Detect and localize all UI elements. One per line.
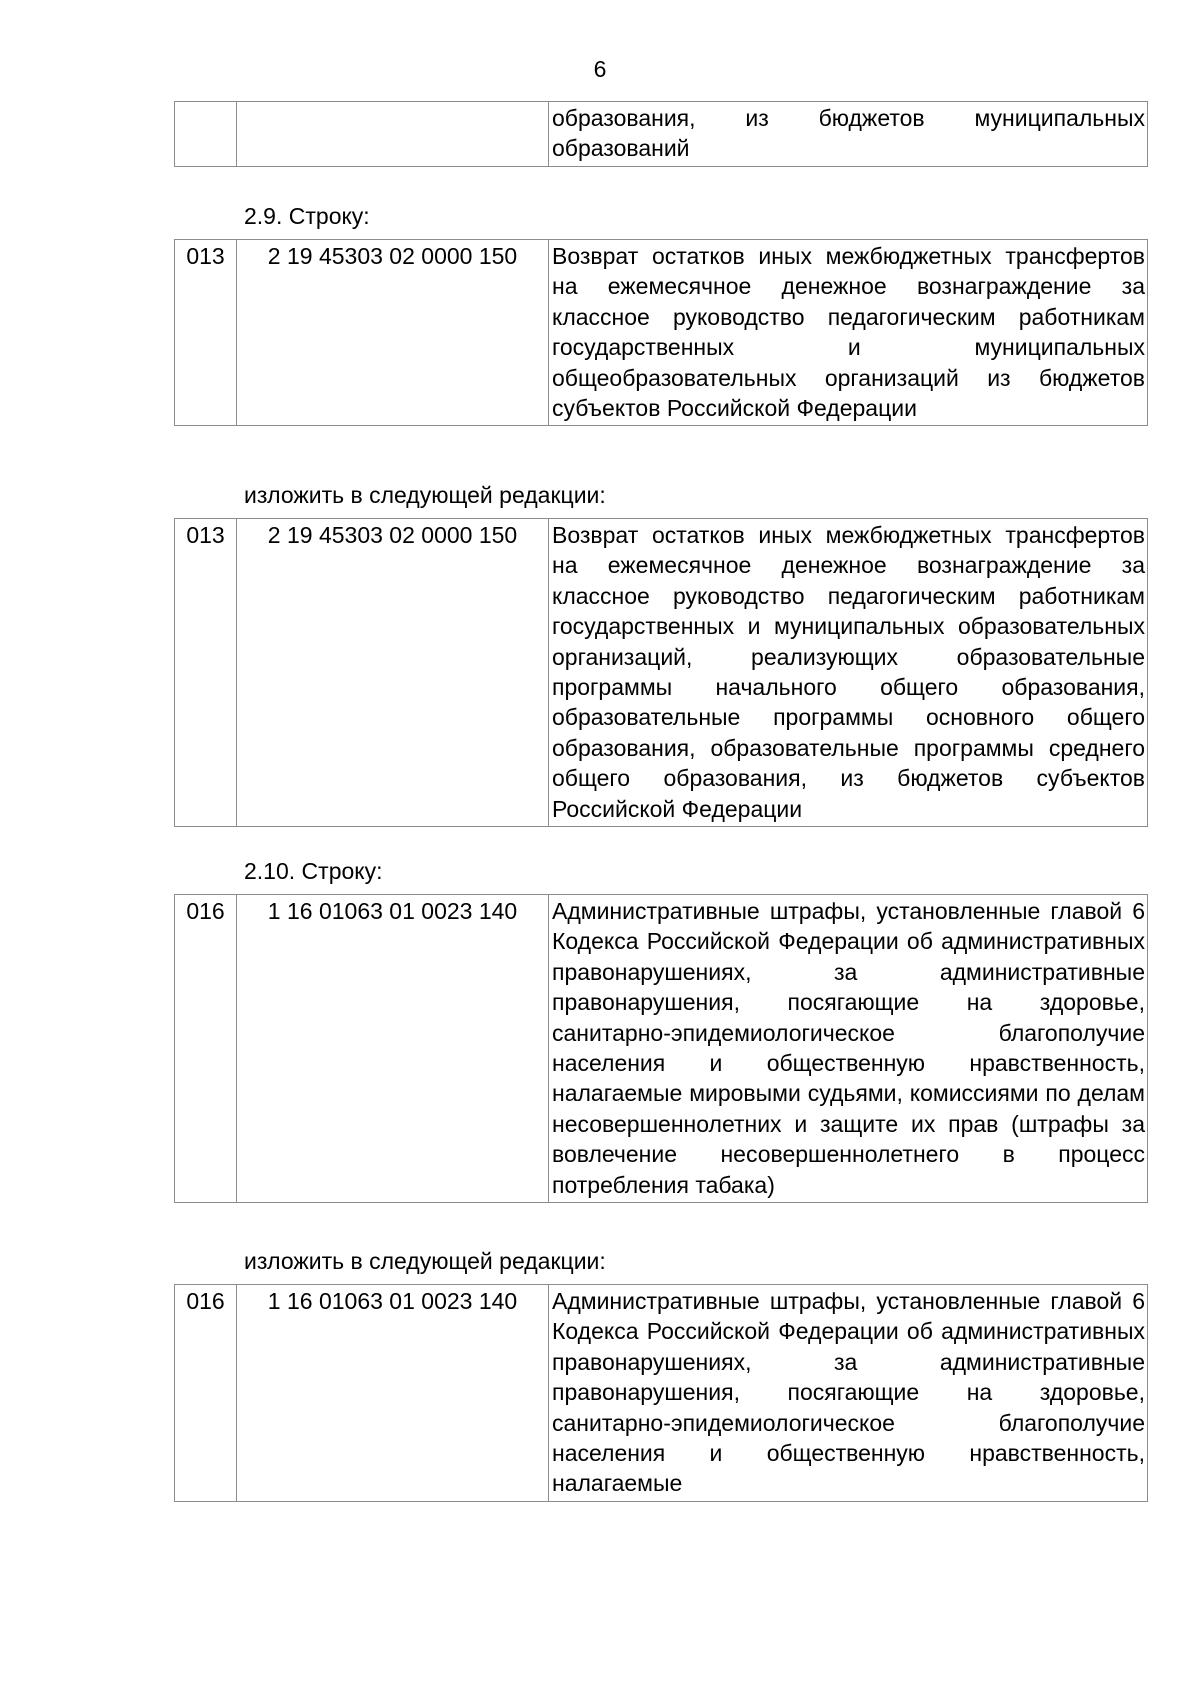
description-cell: Административные штрафы, установленные главой 6 Кодекса Российской Федерации об административных правонарушениях, за административные правонарушения, посягающие на здоровье, санитарно-эпидемиологическое благополучие населения и общественную нравственность, налагаемые мировыми судьями, комиссиями по делам несовершеннолетних и защите их прав (штрафы за вовлечение несовершеннолетнего в процесс потребления табака) — [549, 895, 1148, 1203]
table-row — [175, 240, 1148, 426]
description-cell: Административные штрафы, установленные главой 6 Кодекса Российской Федерации об административных правонарушениях, за административные правонарушения, посягающие на здоровье, санитарно-эпидемиологическое благополучие населения и общественную нравственность, налагаемые — [549, 1285, 1148, 1502]
section-heading: 2.10. Строку: — [244, 858, 383, 884]
admin-code-cell: 013 — [175, 519, 237, 827]
kbk-cell: 1 16 01063 01 0023 140 — [237, 895, 549, 1203]
new-row-table — [174, 1284, 1148, 1502]
admin-code-cell: 016 — [175, 1285, 237, 1502]
continuation-table — [174, 101, 1148, 167]
old-row-table — [174, 894, 1148, 1203]
description-cell: образования, из бюджетов муниципальных образований — [549, 102, 1148, 167]
admin-code-cell: 016 — [175, 895, 237, 1203]
admin-code-cell — [175, 102, 237, 167]
kbk-cell: 2 19 45303 02 0000 150 — [237, 519, 549, 827]
old-row-table — [174, 239, 1148, 426]
page-number: 6 — [593, 56, 607, 82]
table-row — [175, 102, 1148, 167]
kbk-cell — [237, 102, 549, 167]
description-cell: Возврат остатков иных межбюджетных трансфертов на ежемесячное денежное вознаграждение за классное руководство педагогическим работникам государственных и муниципальных общеобразовательных организаций из бюджетов субъектов Российской Федерации — [549, 240, 1148, 426]
section-heading: 2.9. Строку: — [244, 203, 370, 229]
description-cell: Возврат остатков иных межбюджетных трансфертов на ежемесячное денежное вознаграждение за классное руководство педагогическим работникам государственных и муниципальных образовательных организаций, реализующих образовательные программы начального общего образования, образовательные программы основного общего образования, образовательные программы среднего общего образования, из бюджетов субъектов Российской Федерации — [549, 519, 1148, 827]
replace-label: изложить в следующей редакции: — [244, 482, 606, 508]
table-row — [175, 1285, 1148, 1502]
kbk-cell: 1 16 01063 01 0023 140 — [237, 1285, 549, 1502]
admin-code-cell: 013 — [175, 240, 237, 426]
kbk-cell: 2 19 45303 02 0000 150 — [237, 240, 549, 426]
new-row-table — [174, 518, 1148, 827]
replace-label: изложить в следующей редакции: — [244, 1248, 606, 1274]
table-row — [175, 895, 1148, 1203]
table-row — [175, 519, 1148, 827]
